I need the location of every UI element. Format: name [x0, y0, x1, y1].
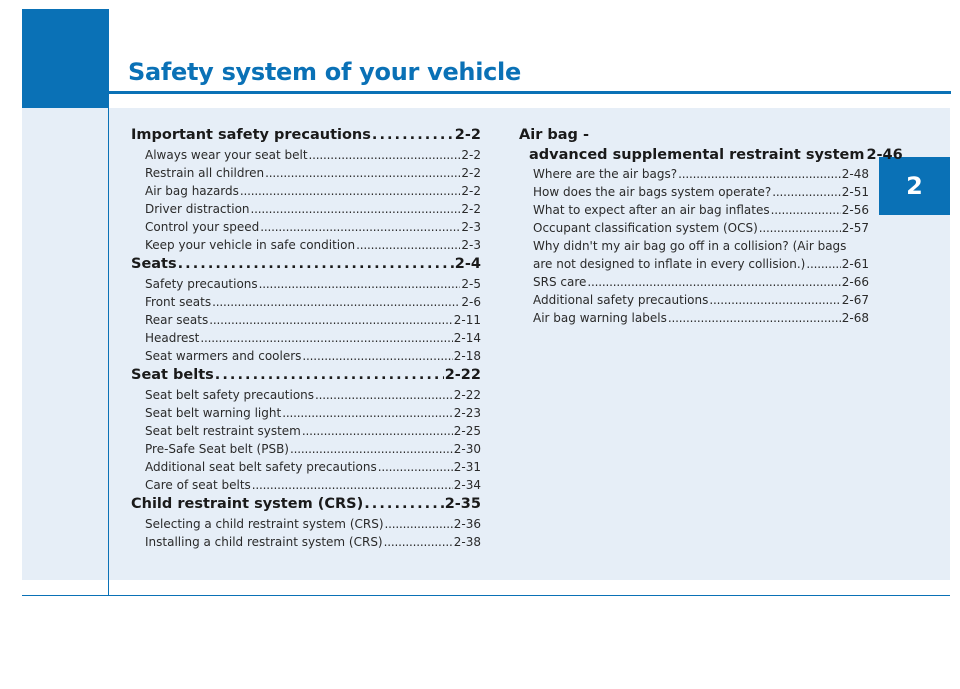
toc-entry[interactable] [131, 182, 481, 200]
toc-entry[interactable] [519, 201, 869, 219]
toc-page-number: 2-56 [841, 203, 869, 217]
toc-entry[interactable] [131, 515, 481, 533]
toc-page-number: 2-38 [453, 535, 481, 549]
toc-right-column [519, 125, 903, 327]
toc-section[interactable] [131, 365, 481, 386]
toc-section[interactable] [519, 125, 903, 165]
toc-section-title: Important safety precautions [131, 127, 371, 143]
toc-entry[interactable] [519, 165, 869, 183]
toc-entry[interactable] [131, 293, 481, 311]
toc-entry[interactable] [519, 219, 869, 237]
toc-page-number: 2-57 [841, 221, 869, 235]
toc-entry[interactable] [131, 329, 481, 347]
toc-page-number: 2-5 [461, 277, 481, 291]
toc-page-number: 2-35 [444, 496, 481, 512]
toc-entry[interactable] [131, 275, 481, 293]
toc-section[interactable] [131, 125, 481, 146]
chapter-tab[interactable]: 2 [879, 157, 950, 215]
toc-entry[interactable] [131, 533, 481, 551]
toc-section[interactable] [131, 494, 481, 515]
toc-page-number: 2-2 [461, 148, 481, 162]
toc-page-number: 2-30 [453, 442, 481, 456]
toc-page-number: 2-22 [453, 388, 481, 402]
toc-entry-title: Seat warmers and coolers [145, 349, 302, 363]
toc-entry-title-line1: Why didn't my air bag go off in a collision? (Air bags [533, 239, 847, 253]
toc-entry[interactable] [131, 386, 481, 404]
toc-section-title: Seat belts [131, 367, 214, 383]
toc-entry-title: Seat belt safety precautions [145, 388, 315, 402]
toc-entry-title: Additional safety precautions [533, 293, 709, 307]
toc-entry[interactable] [131, 422, 481, 440]
toc-page-number: 2-23 [453, 406, 481, 420]
toc-entry[interactable] [519, 273, 869, 291]
toc-entry-title: Keep your vehicle in safe condition [145, 238, 356, 252]
toc-entry-title: Always wear your seat belt [145, 148, 308, 162]
toc-page-number: 2-2 [461, 166, 481, 180]
toc-entry-title: Installing a child restraint system (CRS) [145, 535, 383, 549]
toc-entry-title: Selecting a child restraint system (CRS) [145, 517, 384, 531]
toc-entry[interactable] [519, 291, 869, 309]
toc-section-title-line2: advanced supplemental restraint system [529, 147, 865, 163]
header-color-block [22, 9, 109, 108]
toc-page-number: 2-25 [453, 424, 481, 438]
toc-entry-title: Pre-Safe Seat belt (PSB) [145, 442, 289, 456]
toc-entry-title: Control your speed [145, 220, 260, 234]
toc-entry[interactable] [131, 347, 481, 365]
toc-entry[interactable] [131, 458, 481, 476]
toc-entry-title: Restrain all children [145, 166, 265, 180]
toc-left-column [131, 125, 481, 551]
toc-page-number: 2-36 [453, 517, 481, 531]
toc-page-number: 2-31 [453, 460, 481, 474]
toc-entry-title: Care of seat belts [145, 478, 251, 492]
toc-entry-title: What to expect after an air bag inflates [533, 203, 770, 217]
toc-page-number: 2-18 [453, 349, 481, 363]
toc-entry[interactable] [131, 164, 481, 182]
toc-page-number: 2-6 [461, 295, 481, 309]
toc-entry-title: Seat belt restraint system [145, 424, 301, 438]
toc-page-number: 2-4 [454, 256, 481, 272]
toc-section-title: Child restraint system (CRS) [131, 496, 364, 512]
toc-entry-title-line2: are not designed to inflate in every collision.) [533, 257, 806, 271]
toc-page-number: 2-51 [841, 185, 869, 199]
toc-entry[interactable] [131, 476, 481, 494]
toc-entry-title: How does the air bags system operate? [533, 185, 772, 199]
toc-entry[interactable] [131, 218, 481, 236]
toc-page-number: 2-48 [841, 167, 869, 181]
toc-section-title: Seats [131, 256, 177, 272]
title-underline [109, 91, 951, 94]
toc-entry-title: Air bag hazards [145, 184, 239, 198]
toc-section[interactable] [131, 254, 481, 275]
toc-page-number: 2-46 [866, 147, 903, 163]
toc-section-title-line1: Air bag - [519, 127, 590, 143]
toc-entry-title: Headrest [145, 331, 200, 345]
toc-entry-title: Rear seats [145, 313, 209, 327]
toc-entry-title: Air bag warning labels [533, 311, 667, 325]
toc-entry-title: Additional seat belt safety precautions [145, 460, 377, 474]
toc-page-number: 2-67 [841, 293, 869, 307]
toc-entry[interactable] [131, 146, 481, 164]
toc-entry-title: Driver distraction [145, 202, 250, 216]
toc-page-number: 2-2 [461, 184, 481, 198]
toc-entry-title: Seat belt warning light [145, 406, 282, 420]
toc-entry[interactable] [131, 311, 481, 329]
toc-entry[interactable] [519, 183, 869, 201]
toc-entry[interactable] [131, 404, 481, 422]
page-title: Safety system of your vehicle [128, 58, 521, 86]
toc-page-number: 2-14 [453, 331, 481, 345]
toc-page-number: 2-2 [461, 202, 481, 216]
bottom-rule [22, 595, 950, 596]
toc-page-number: 2-3 [461, 220, 481, 234]
toc-entry[interactable] [131, 200, 481, 218]
toc-page-number: 2-11 [453, 313, 481, 327]
toc-page-number: 2-3 [461, 238, 481, 252]
toc-page-number: 2-22 [444, 367, 481, 383]
toc-page-number: 2-68 [841, 311, 869, 325]
toc-entry-title: Front seats [145, 295, 212, 309]
toc-page-number: 2-66 [841, 275, 869, 289]
toc-entry[interactable] [131, 236, 481, 254]
toc-entry-title: Where are the air bags? [533, 167, 678, 181]
toc-entry[interactable] [131, 440, 481, 458]
toc-page-number: 2-34 [453, 478, 481, 492]
toc-entry-title: SRS care [533, 275, 587, 289]
toc-entry[interactable] [519, 237, 869, 273]
margin-vertical-rule [108, 108, 109, 596]
toc-entry-title: Safety precautions [145, 277, 258, 291]
toc-page-number: 2-2 [454, 127, 481, 143]
toc-entry[interactable] [519, 309, 869, 327]
toc-entry-title: Occupant classification system (OCS) [533, 221, 758, 235]
toc-page-number: 2-61 [841, 257, 869, 271]
